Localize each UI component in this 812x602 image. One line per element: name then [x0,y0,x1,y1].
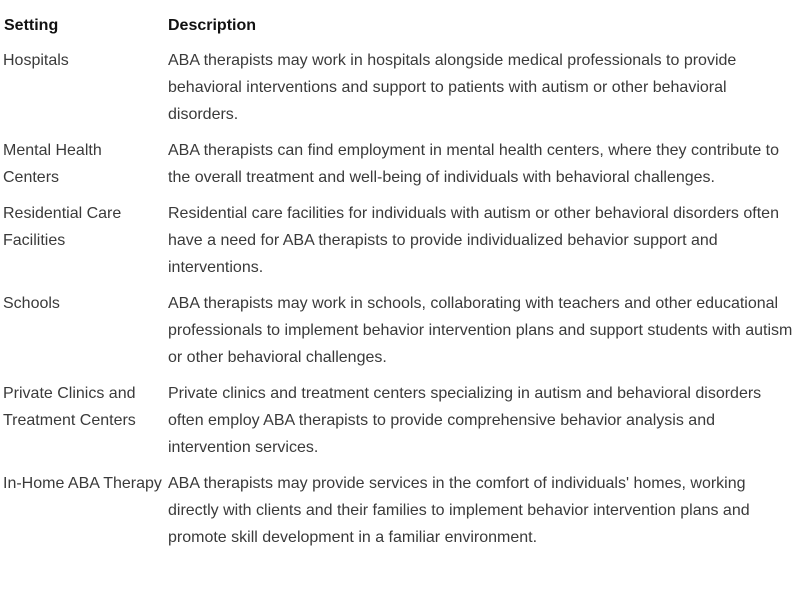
description-cell: ABA therapists may work in hospitals alongside medical professionals to provide behavioral interventions and support to patients with autism or other behavioral disorders. [168,52,737,123]
description-cell: ABA therapists may provide services in the comfort of individuals' homes, working directly with clients and their families to implement behavior intervention plans and promote skill development in a familiar environment. [168,475,750,546]
setting-cell: Residential Care Facilities [3,205,122,249]
table-row [0,200,800,290]
setting-cell: Hospitals [3,52,69,69]
column-header-setting: Setting [4,17,59,34]
setting-cell: Schools [3,295,60,312]
setting-cell: Private Clinics and Treatment Centers [3,385,136,429]
table-row [0,47,800,137]
header-row [0,0,800,47]
table-row [0,290,800,380]
description-cell: ABA therapists may work in schools, collaborating with teachers and other educational professionals to implement behavior intervention plans and support students with autism or other behavioral challenges. [168,295,793,366]
description-cell: ABA therapists can find employment in mental health centers, where they contribute to the overall treatment and well-being of individuals with behavioral challenges. [168,142,779,186]
setting-cell: Mental Health Centers [3,142,102,186]
description-cell: Residential care facilities for individuals with autism or other behavioral disorders often have a need for ABA therapists to provide individualized behavior support and interventions. [168,205,779,276]
table-row [0,137,800,200]
description-cell: Private clinics and treatment centers specializing in autism and behavioral disorders often employ ABA therapists to provide comprehensive behavior analysis and intervention services. [168,385,762,456]
table-row [0,470,800,560]
table-row [0,380,800,470]
table-body [0,47,800,560]
setting-cell: In-Home ABA Therapy [3,475,162,492]
table-header [0,0,800,47]
column-header-description: Description [168,17,257,34]
